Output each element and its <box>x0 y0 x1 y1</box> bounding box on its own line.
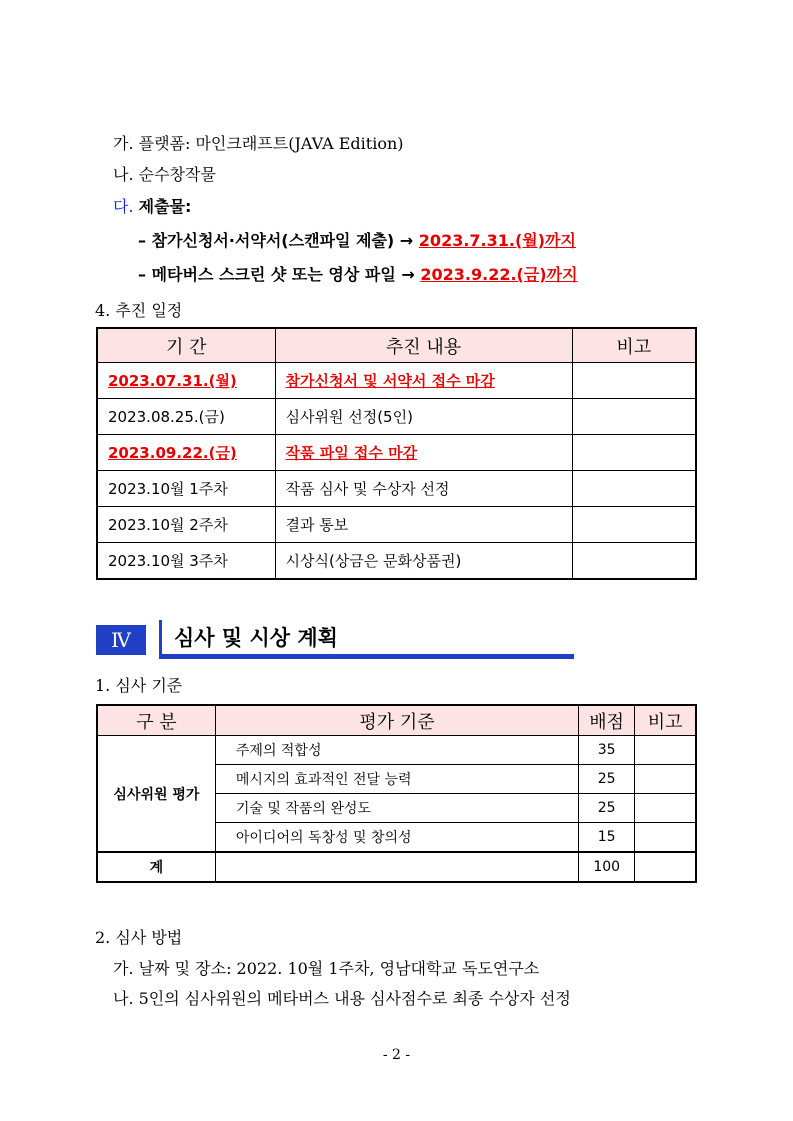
section-title-box <box>159 620 574 659</box>
schedule-header-period: 기 간 <box>97 328 275 363</box>
criteria-score: 25 <box>579 794 635 823</box>
submission-line-2 <box>138 262 578 285</box>
schedule-note <box>572 543 696 580</box>
criteria-heading: 1. 심사 기준 <box>95 676 183 695</box>
table-row <box>97 543 696 580</box>
schedule-content: 결과 통보 <box>275 507 572 543</box>
criteria-header-category: 구 분 <box>97 705 215 736</box>
criteria-total-label: 계 <box>97 852 215 882</box>
criteria-header-row <box>97 705 696 736</box>
criteria-score: 35 <box>579 736 635 765</box>
criteria-score: 15 <box>579 823 635 853</box>
method-heading: 2. 심사 방법 <box>95 928 183 947</box>
table-row <box>97 363 696 399</box>
criteria-total-row <box>97 852 696 882</box>
criteria-header-note: 비고 <box>635 705 696 736</box>
schedule-content: 작품 심사 및 수상자 선정 <box>275 471 572 507</box>
criteria-item: 기술 및 작품의 완성도 <box>215 794 578 823</box>
schedule-content: 심사위원 선정(5인) <box>275 399 572 435</box>
schedule-period: 2023.08.25.(금) <box>97 399 275 435</box>
method-item-date: 가. 날짜 및 장소: 2022. 10월 1주차, 영남대학교 독도연구소 <box>113 959 540 978</box>
criteria-note <box>635 794 696 823</box>
submission-line-1-text: – 참가신청서·서약서(스캔파일 제출) → <box>138 231 414 250</box>
schedule-period: 2023.10월 2주차 <box>97 507 275 543</box>
schedule-header-note: 비고 <box>572 328 696 363</box>
schedule-note <box>572 471 696 507</box>
schedule-table <box>96 327 697 580</box>
schedule-content: 참가신청서 및 서약서 접수 마감 <box>275 363 572 399</box>
table-row <box>97 399 696 435</box>
table-row <box>97 435 696 471</box>
schedule-heading: 4. 추진 일정 <box>95 301 183 320</box>
schedule-note <box>572 399 696 435</box>
submission-line-2-text: – 메타버스 스크린 샷 또는 영상 파일 → <box>138 265 415 284</box>
criteria-table <box>96 704 697 883</box>
section-title: 심사 및 시상 계획 <box>174 626 338 650</box>
schedule-header-row <box>97 328 696 363</box>
item-platform: 가. 플랫폼: 마인크래프트(JAVA Edition) <box>113 134 404 153</box>
section-number-badge: Ⅳ <box>96 625 146 655</box>
table-row <box>97 471 696 507</box>
schedule-period: 2023.10월 3주차 <box>97 543 275 580</box>
submission-line-1 <box>138 228 576 251</box>
schedule-content: 시상식(상금은 문화상품권) <box>275 543 572 580</box>
schedule-content: 작품 파일 접수 마감 <box>275 435 572 471</box>
criteria-total-score: 100 <box>579 852 635 882</box>
criteria-total-blank <box>215 852 578 882</box>
criteria-group-label: 심사위원 평가 <box>97 736 215 853</box>
page-number: - 2 - <box>382 1047 411 1063</box>
criteria-header-criterion: 평가 기준 <box>215 705 578 736</box>
schedule-period: 2023.07.31.(월) <box>97 363 275 399</box>
criteria-note <box>635 736 696 765</box>
criteria-item: 주제의 적합성 <box>215 736 578 765</box>
schedule-period: 2023.10월 1주차 <box>97 471 275 507</box>
schedule-note <box>572 507 696 543</box>
criteria-item: 아이디어의 독창성 및 창의성 <box>215 823 578 853</box>
item-submissions-label: 제출물: <box>138 197 192 216</box>
criteria-item: 메시지의 효과적인 전달 능력 <box>215 765 578 794</box>
item-original-work: 나. 순수창작물 <box>113 165 216 184</box>
schedule-note <box>572 435 696 471</box>
schedule-header-content: 추진 내용 <box>275 328 572 363</box>
criteria-note <box>635 765 696 794</box>
criteria-total-note <box>635 852 696 882</box>
submission-line-1-deadline: 2023.7.31.(월)까지 <box>418 231 576 250</box>
item-submissions <box>113 194 191 217</box>
schedule-period: 2023.09.22.(금) <box>97 435 275 471</box>
criteria-score: 25 <box>579 765 635 794</box>
criteria-header-score: 배점 <box>579 705 635 736</box>
table-row <box>97 507 696 543</box>
schedule-note <box>572 363 696 399</box>
submission-line-2-deadline: 2023.9.22.(금)까지 <box>420 265 578 284</box>
method-item-scoring: 나. 5인의 심사위원의 메타버스 내용 심사점수로 최종 수상자 선정 <box>113 989 571 1008</box>
table-row <box>97 736 696 765</box>
criteria-note <box>635 823 696 853</box>
item-submissions-prefix: 다. <box>113 197 134 216</box>
